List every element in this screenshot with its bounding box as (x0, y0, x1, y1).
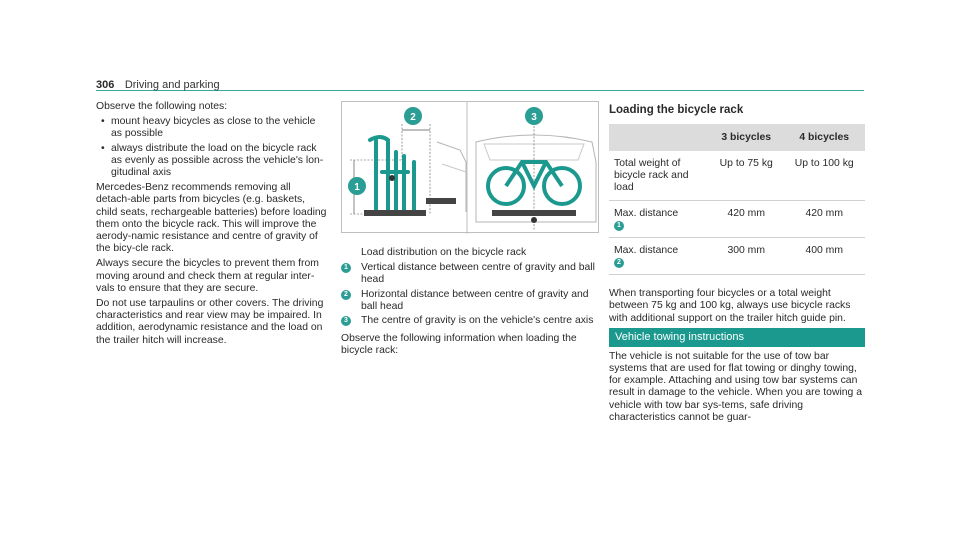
column-left (96, 101, 328, 350)
table-cell: 420 mm (783, 201, 865, 238)
table-row (609, 238, 865, 275)
table-cell-label (609, 238, 709, 275)
figure-label-2: 2 (410, 112, 416, 123)
table-cell: Up to 100 kg (783, 151, 865, 201)
paragraph-towing: The vehicle is not suitable for the use of tow bar systems that are used for flat towing or dinghy towing, for example. Attaching and using tow bar systems can result in damage to the vehicle. When you are towing a vehicle with tow bar sys-tems, safe driving characteristics cannot be guar- (609, 350, 862, 423)
table-cell: Up to 75 kg (709, 151, 783, 201)
table-cell: 400 mm (783, 238, 865, 275)
badge-1: 1 (614, 221, 624, 231)
table-cell-label: Total weight of bicycle rack and load (609, 151, 709, 201)
table-cell-label (609, 201, 709, 238)
column-right (609, 104, 865, 427)
loading-table (609, 124, 865, 275)
bicycle-rack-figure (341, 101, 599, 233)
table-header-cell: 4 bicycles (783, 124, 865, 151)
notes-intro: Observe the following notes: (96, 101, 228, 112)
paragraph-recommend: Mercedes-Benz recommends removing all detach-able parts from bicycles (e.g. baskets, child seats, rechargeable batteries) before loading them onto the bicycle rack. This will improve the aerody-namic resistance and centre of gravity of the bicy-cle rack. (96, 182, 327, 255)
legend-text: The centre of gravity is on the vehicle's centre axis (361, 315, 594, 327)
list-item: • mount heavy bicycles as close to the vehicle as possible (96, 116, 328, 140)
table-header-row (609, 124, 865, 151)
rack-illustration (342, 102, 600, 234)
list-item: • always distribute the load on the bicycle rack as evenly as possible across the vehicle's lon-gitudinal axis (96, 143, 328, 180)
page-header (96, 75, 864, 91)
legend-item (341, 289, 599, 313)
paragraph-four-bicycles: When transporting four bicycles or a total weight between 75 kg and 100 kg, always use bicycle racks with additional support on the trailer hitch guide pin. (609, 288, 851, 324)
legend-text: Horizontal distance between centre of gravity and ball head (361, 288, 589, 312)
notes-list (96, 116, 328, 179)
loading-title: Loading the bicycle rack (609, 104, 744, 116)
table-cell: 300 mm (709, 238, 783, 275)
legend-title: Load distribution on the bicycle rack (361, 247, 527, 258)
table-header-cell: 3 bicycles (709, 124, 783, 151)
paragraph-secure: Always secure the bicycles to prevent them from moving around and check them at regular inter-vals to ensure that they are secure. (96, 258, 319, 294)
towing-section-bar: Vehicle towing instructions (609, 328, 865, 347)
page-number: 306 (96, 79, 115, 91)
table-header-cell (609, 124, 709, 151)
badge-3: 3 (341, 316, 351, 326)
legend-item (341, 262, 599, 286)
legend-item (341, 315, 599, 327)
table-row (609, 201, 865, 238)
figure-label-3: 3 (531, 112, 537, 123)
figure-label-1: 1 (354, 182, 360, 193)
table-cell: 420 mm (709, 201, 783, 238)
badge-2: 2 (341, 290, 351, 300)
column-middle (341, 101, 599, 361)
row-label: Max. distance (614, 245, 679, 257)
legend-text: Vertical distance between centre of gravity and ball head (361, 262, 595, 286)
paragraph-loading-info: Observe the following information when loading the bicycle rack: (341, 333, 577, 357)
badge-2: 2 (614, 258, 624, 268)
table-row (609, 151, 865, 201)
paragraph-covers: Do not use tarpaulins or other covers. The driving characteristics and rear view may be impaired. In addition, aerodynamic resistance and the load on the trailer hitch will increase. (96, 298, 324, 346)
section-title: Driving and parking (124, 79, 220, 91)
row-label: Max. distance (614, 208, 679, 220)
badge-1: 1 (341, 263, 351, 273)
